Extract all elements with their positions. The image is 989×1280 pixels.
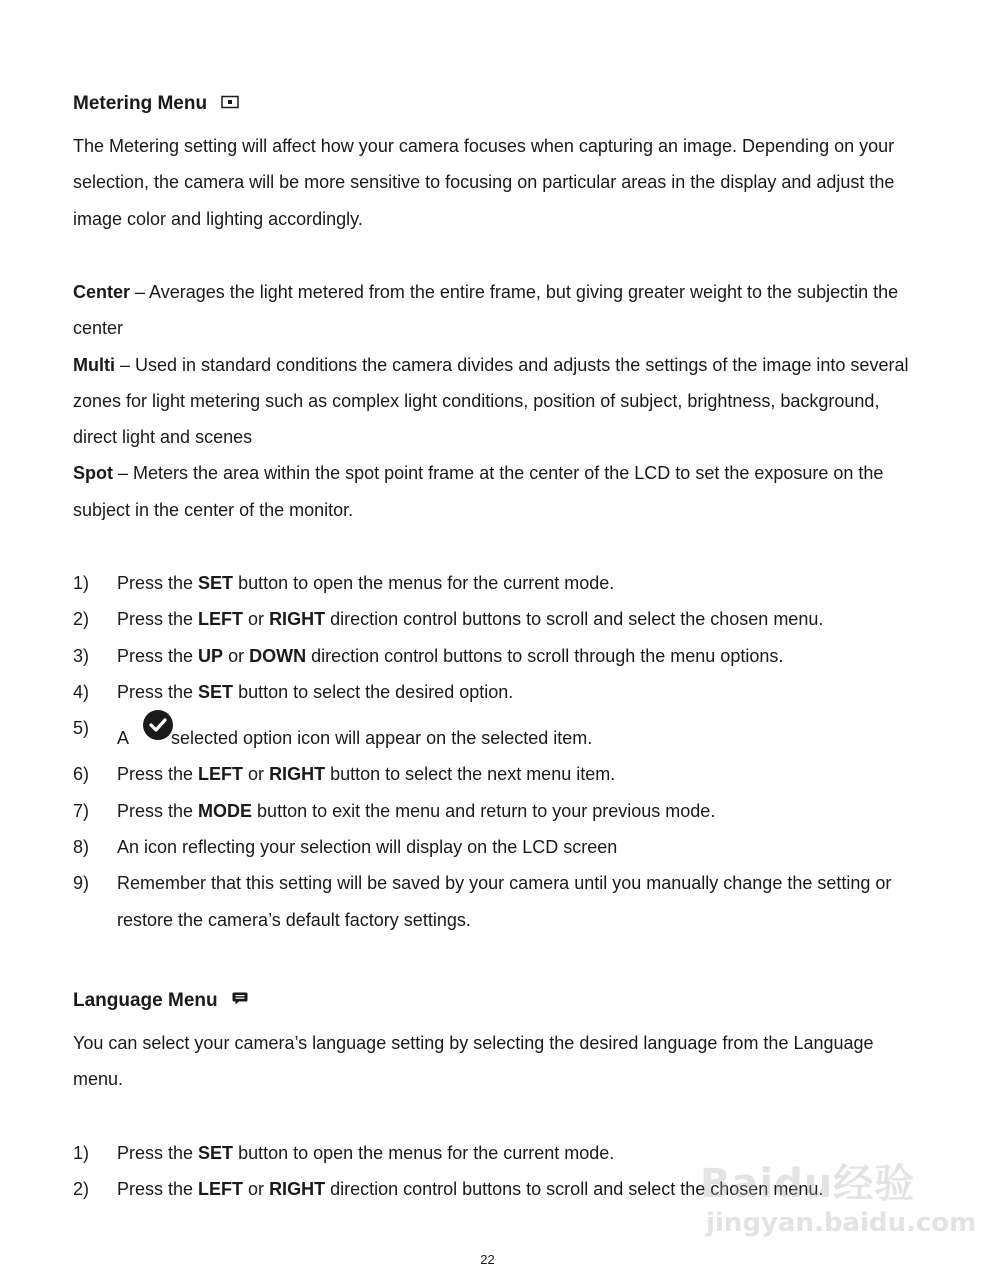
step-text: direction control buttons to scroll and select the chosen menu. [325,609,824,630]
metering-steps-list [73,565,913,938]
step-item [73,638,913,674]
step-text: button to open the menus for the current mode. [233,1143,615,1163]
step-text: Press the [117,573,199,593]
step-item [73,674,913,710]
speech-bubble-icon [232,990,248,1012]
step-item [73,793,913,829]
step-text: button to select the next menu item. [325,764,616,785]
step-text: Press the [117,764,199,785]
step-item [73,756,913,792]
step-item [73,1135,913,1171]
step-keyword: LEFT [198,609,244,630]
step-number: 3) [73,645,90,666]
step-item [73,565,913,601]
step-text: or [243,609,270,630]
watermark-logo: Baidu经验 [700,1161,916,1207]
step-number: 4) [73,681,90,702]
step-keyword: RIGHT [269,1179,326,1200]
step-keyword: UP [198,645,224,666]
step-text: or [223,645,250,666]
step-text: An icon reflecting your selection will display on the LCD screen [117,837,618,858]
step-keyword: MODE [198,800,253,821]
step-text: or [243,1179,270,1200]
step-keyword: RIGHT [269,764,326,785]
step-keyword: SET [198,1143,234,1163]
step-text: Remember that this setting will be saved by your camera until you manually change the setting or restore the camera’s default factory settings. [117,873,892,930]
step-item [73,710,913,756]
step-number: 7) [73,800,90,821]
step-text: A [117,728,134,749]
language-steps-list [73,1135,916,1208]
step-number: 5) [73,718,90,739]
metering-options [73,274,913,528]
step-text: button to open the menus for the current mode. [233,573,615,593]
step-text: direction control buttons to scroll and select the chosen menu. [325,1179,824,1200]
step-text: direction control buttons to scroll through the menu options. [306,645,784,666]
step-number: 1) [73,573,90,593]
step-text: Press the [117,1143,199,1163]
step-item [73,601,913,637]
step-text: Press the [117,645,199,666]
language-intro: You can select your camera’s language setting by selecting the desired language from the Language menu. [73,1033,874,1090]
step-text: Press the [117,800,199,821]
step-keyword: SET [198,681,234,702]
step-item [73,829,913,865]
step-text: Press the [117,609,199,630]
metering-menu-heading [73,93,239,115]
metering-intro: The Metering setting will affect how your camera focuses when capturing an image. Depending on your selection, the camera will be more sensitive to focusing on particular areas in the display and adjust the image color and lighting accordingly. [73,136,895,229]
metering-option-spot: Spot – Meters the area within the spot point frame at the center of the LCD to set the exposure on the subject in the center of the monitor. [73,463,884,520]
metering-option-multi: Multi – Used in standard conditions the camera divides and adjusts the settings of the image into several zones for light metering such as complex light conditions, position of subject, brightness, background, direct light and scenes [73,354,909,448]
step-keyword: RIGHT [269,609,326,630]
step-text: Press the [117,1179,199,1200]
step-number: 2) [73,1179,90,1200]
metering-menu-title: Metering Menu [73,93,208,114]
metering-option-center: Center – Averages the light metered from the entire frame, but giving greater weight to the subjectin the center [73,282,899,339]
step-number: 2) [73,609,90,630]
step-keyword: LEFT [198,764,244,785]
step-number: 6) [73,764,90,785]
step-item [73,865,913,938]
page-number: 22 [480,1252,495,1267]
metering-spot-icon [221,93,239,115]
language-menu-title: Language Menu [73,990,218,1011]
step-text: Press the [117,681,199,702]
checkmark-icon [143,710,173,740]
step-keyword: LEFT [198,1179,244,1200]
step-number: 8) [73,837,90,858]
step-text: button to select the desired option. [233,681,514,702]
step-number: 1) [73,1143,90,1163]
step-keyword: DOWN [249,645,307,666]
step-keyword: SET [198,573,234,593]
step-number: 9) [73,873,90,894]
step-text: or [243,764,270,785]
step-text: selected option icon will appear on the selected item. [171,728,593,749]
step-item [73,1171,913,1207]
language-menu-heading [73,990,248,1012]
step-text: button to exit the menu and return to your previous mode. [252,800,716,821]
watermark-url: jingyan.baidu.com [706,1208,977,1238]
